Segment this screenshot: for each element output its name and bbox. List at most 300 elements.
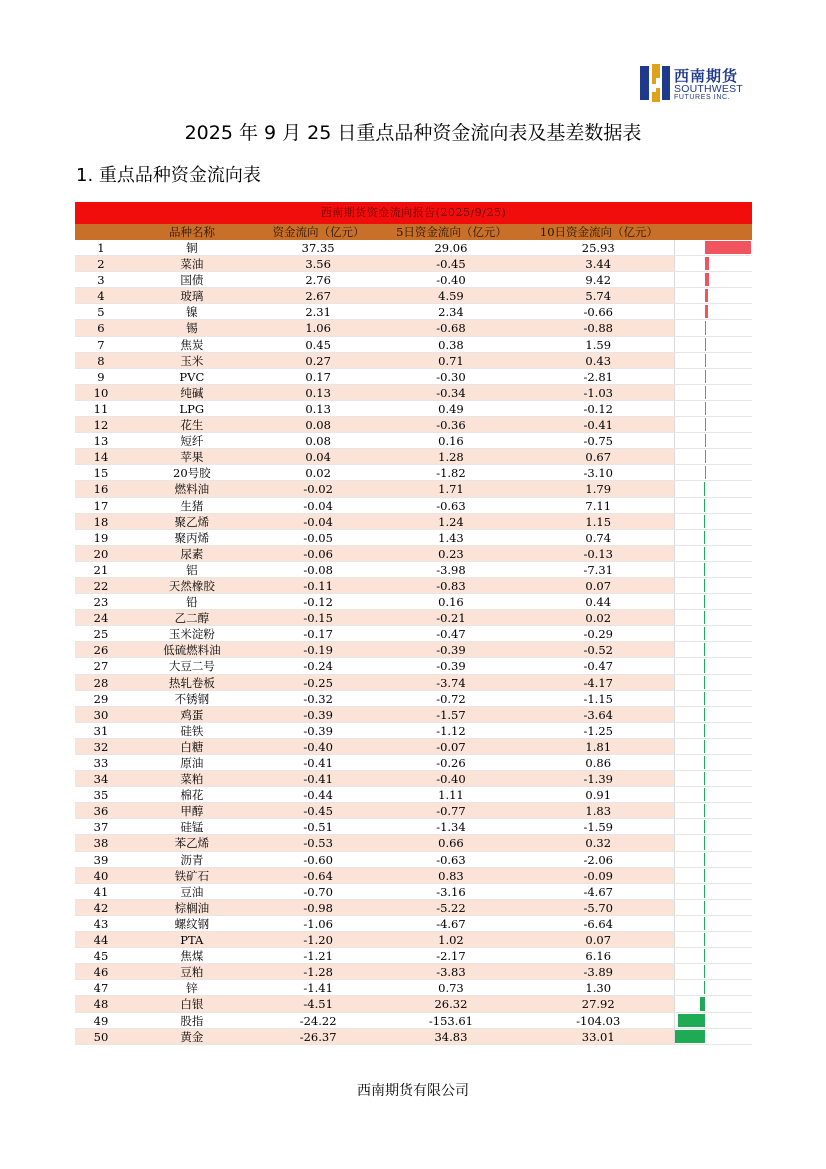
row-flow: -0.98 xyxy=(303,900,333,915)
row-flow: -0.24 xyxy=(303,659,333,674)
row-flow: -1.20 xyxy=(303,933,333,948)
row-flow-5d: -0.21 xyxy=(436,611,466,626)
inflow-bar xyxy=(705,466,706,479)
row-flow-10d: -4.17 xyxy=(583,675,613,690)
row-index: 8 xyxy=(97,353,105,368)
row-index: 34 xyxy=(93,772,109,787)
table-row xyxy=(75,449,752,465)
row-bar-cell xyxy=(674,353,752,368)
outflow-bar xyxy=(704,499,705,512)
row-index: 24 xyxy=(93,611,109,626)
outflow-bar xyxy=(704,756,705,769)
row-bar-cell xyxy=(674,739,752,754)
row-flow-10d: 7.11 xyxy=(585,498,612,513)
row-flow-5d: -0.83 xyxy=(436,578,466,593)
row-flow: -0.02 xyxy=(303,482,333,497)
row-flow-10d: 6.16 xyxy=(585,949,612,964)
logo-english-sub: FUTURES INC. xyxy=(674,94,731,101)
table-row xyxy=(75,594,752,610)
outflow-bar xyxy=(704,869,705,882)
row-flow-5d: -3.16 xyxy=(436,884,466,899)
row-flow-10d: -0.09 xyxy=(583,868,613,883)
row-index: 45 xyxy=(93,949,109,964)
table-row xyxy=(75,304,752,320)
row-name: 铁矿石 xyxy=(174,868,210,883)
outflow-bar xyxy=(704,933,705,946)
table-row xyxy=(75,932,752,948)
row-flow-10d: -0.75 xyxy=(583,434,613,449)
row-flow: -0.05 xyxy=(303,530,333,545)
row-name: 生猪 xyxy=(180,498,204,513)
row-name: 豆粕 xyxy=(180,965,204,980)
row-flow-10d: -2.06 xyxy=(583,852,613,867)
row-index: 47 xyxy=(93,981,109,996)
row-flow: -0.12 xyxy=(303,595,333,610)
row-flow-5d: -0.39 xyxy=(436,659,466,674)
inflow-bar xyxy=(705,273,708,286)
row-flow-5d: -0.68 xyxy=(436,321,466,336)
row-flow-10d: -0.41 xyxy=(583,418,613,433)
row-name: 焦煤 xyxy=(180,949,204,964)
row-index: 50 xyxy=(93,1029,109,1044)
row-index: 23 xyxy=(93,595,109,610)
table-row xyxy=(75,481,752,497)
row-flow-10d: 1.81 xyxy=(585,739,612,754)
row-flow-10d: -0.47 xyxy=(583,659,613,674)
outflow-bar xyxy=(704,547,705,560)
table-row xyxy=(75,353,752,369)
row-bar-cell xyxy=(674,900,752,915)
row-bar-cell xyxy=(674,498,752,513)
header-flow-5d: 5日资金流向（亿元） xyxy=(396,225,507,239)
table-row xyxy=(75,272,752,288)
row-flow: -0.08 xyxy=(303,562,333,577)
row-flow-10d: -1.39 xyxy=(583,772,613,787)
outflow-bar xyxy=(704,981,706,994)
row-flow-10d: -1.59 xyxy=(583,820,613,835)
row-name: 豆油 xyxy=(180,884,204,899)
row-flow: 0.04 xyxy=(305,450,331,465)
row-flow-10d: 0.32 xyxy=(585,836,612,851)
table-row xyxy=(75,385,752,401)
row-flow: -1.21 xyxy=(303,949,333,964)
row-index: 13 xyxy=(93,434,109,449)
table-row xyxy=(75,465,752,481)
table-row xyxy=(75,320,752,336)
row-name: 白糖 xyxy=(180,739,204,754)
row-flow: 1.06 xyxy=(305,321,331,336)
row-bar-cell xyxy=(674,546,752,561)
row-index: 29 xyxy=(93,691,109,706)
row-name: 玻璃 xyxy=(180,289,204,304)
row-flow: -0.15 xyxy=(303,611,333,626)
row-flow-10d: -1.15 xyxy=(583,691,613,706)
header-name: 品种名称 xyxy=(169,225,215,239)
inflow-bar xyxy=(705,257,709,270)
row-flow-5d: -0.47 xyxy=(436,627,466,642)
row-index: 35 xyxy=(93,788,109,803)
table-row xyxy=(75,498,752,514)
row-flow-10d: -0.88 xyxy=(583,321,613,336)
outflow-bar xyxy=(704,627,705,640)
row-flow: 37.35 xyxy=(301,241,335,255)
row-name: 镍 xyxy=(186,305,198,320)
row-flow-5d: 1.43 xyxy=(438,530,464,545)
row-name: 不锈钢 xyxy=(174,691,210,706)
row-name: 甲醇 xyxy=(180,804,204,819)
row-flow-5d: -0.26 xyxy=(436,756,466,770)
row-index: 37 xyxy=(93,820,109,835)
table-banner: 西南期货资金流向报告(2025/9/25) xyxy=(75,202,752,224)
row-index: 1 xyxy=(97,241,105,255)
row-flow-10d: 0.91 xyxy=(585,788,612,803)
row-index: 20 xyxy=(93,546,109,561)
row-bar-cell xyxy=(674,514,752,529)
row-flow-5d: 4.59 xyxy=(438,289,464,304)
row-flow-5d: 0.73 xyxy=(438,981,464,996)
row-name: 焦炭 xyxy=(180,337,204,352)
row-flow-10d: 25.93 xyxy=(581,241,615,255)
row-bar-cell xyxy=(674,755,752,770)
table-row xyxy=(75,256,752,272)
row-index: 33 xyxy=(93,756,109,770)
row-flow-10d: 0.44 xyxy=(585,595,612,610)
row-flow-10d: 0.86 xyxy=(585,756,612,770)
row-bar-cell xyxy=(674,884,752,899)
row-name: 天然橡胶 xyxy=(168,578,215,593)
outflow-bar xyxy=(704,595,705,608)
row-name: 股指 xyxy=(180,1013,204,1028)
inflow-bar xyxy=(705,241,751,254)
row-index: 19 xyxy=(93,530,109,545)
row-bar-cell xyxy=(674,819,752,834)
row-flow-5d: -0.07 xyxy=(436,739,466,754)
row-flow: 2.67 xyxy=(305,289,331,304)
row-bar-cell xyxy=(674,964,752,979)
inflow-bar xyxy=(705,402,706,415)
row-flow-10d: -5.70 xyxy=(583,900,613,915)
table-row xyxy=(75,948,752,964)
row-flow: 0.13 xyxy=(305,385,331,400)
row-flow: -0.44 xyxy=(303,788,333,803)
row-flow-10d: -3.10 xyxy=(583,466,613,481)
row-bar-cell xyxy=(674,996,752,1011)
row-flow: 0.17 xyxy=(305,369,331,384)
row-index: 39 xyxy=(93,852,109,867)
row-flow-5d: 29.06 xyxy=(434,241,468,255)
row-flow: 3.56 xyxy=(305,257,331,272)
outflow-bar xyxy=(704,515,705,528)
row-bar-cell xyxy=(674,240,752,255)
row-name: 苹果 xyxy=(180,450,204,465)
table-row xyxy=(75,691,752,707)
row-name: 燃料油 xyxy=(174,482,210,497)
row-index: 36 xyxy=(93,804,109,819)
row-flow-5d: 1.11 xyxy=(438,788,464,803)
table-row xyxy=(75,868,752,884)
row-bar-cell xyxy=(674,465,752,480)
row-bar-cell xyxy=(674,626,752,641)
row-flow-10d: 33.01 xyxy=(581,1029,615,1044)
row-name: 铅 xyxy=(186,595,198,610)
row-flow-5d: -1.57 xyxy=(436,707,466,722)
row-flow-5d: -1.12 xyxy=(436,723,466,738)
row-flow: -0.41 xyxy=(303,772,333,787)
row-bar-cell xyxy=(674,530,752,545)
table-row xyxy=(75,417,752,433)
row-name: LPG xyxy=(179,401,205,416)
row-flow: -0.70 xyxy=(303,884,333,899)
row-bar-cell xyxy=(674,417,752,432)
row-bar-cell xyxy=(674,787,752,802)
table-row xyxy=(75,787,752,803)
row-index: 7 xyxy=(97,337,105,352)
row-index: 28 xyxy=(93,675,109,690)
row-name: 锌 xyxy=(186,981,198,996)
header-bar xyxy=(675,224,752,240)
row-index: 3 xyxy=(97,273,105,288)
row-flow: -0.32 xyxy=(303,691,333,706)
row-flow-10d: -7.31 xyxy=(583,562,613,577)
row-flow-5d: -0.63 xyxy=(436,498,466,513)
row-flow-10d: 0.07 xyxy=(585,578,612,593)
outflow-bar xyxy=(704,836,705,849)
table-row xyxy=(75,964,752,980)
table-row xyxy=(75,916,752,932)
table-body xyxy=(75,240,752,1045)
row-name: 乙二醇 xyxy=(174,611,210,626)
row-flow: -0.51 xyxy=(303,820,333,835)
row-name: 锡 xyxy=(186,321,198,336)
row-flow: -0.40 xyxy=(303,739,333,754)
outflow-bar xyxy=(704,917,705,930)
row-flow-5d: 0.16 xyxy=(438,434,464,449)
row-index: 10 xyxy=(93,385,109,400)
row-flow-5d: -3.74 xyxy=(436,675,466,690)
footer-company: 西南期货有限公司 xyxy=(357,1083,469,1099)
table-row xyxy=(75,337,752,353)
row-bar-cell xyxy=(674,771,752,786)
row-name: 黄金 xyxy=(180,1029,204,1044)
row-flow: -0.25 xyxy=(303,675,333,690)
table-row xyxy=(75,707,752,723)
row-flow: -0.41 xyxy=(303,756,333,770)
inflow-bar xyxy=(705,418,706,431)
row-bar-cell xyxy=(674,433,752,448)
table-row xyxy=(75,739,752,755)
row-bar-cell xyxy=(674,835,752,850)
row-index: 11 xyxy=(93,401,109,416)
row-index: 40 xyxy=(93,868,109,883)
row-flow-10d: 0.02 xyxy=(585,611,612,626)
outflow-bar xyxy=(704,531,705,544)
row-name: 尿素 xyxy=(180,546,204,561)
row-index: 30 xyxy=(93,707,109,722)
inflow-bar xyxy=(705,370,706,383)
row-flow-5d: 2.34 xyxy=(438,305,464,320)
row-flow-10d: 0.67 xyxy=(585,450,612,465)
row-bar-cell xyxy=(674,256,752,271)
row-index: 31 xyxy=(93,723,109,738)
row-index: 49 xyxy=(93,1013,109,1028)
row-bar-cell xyxy=(674,948,752,963)
row-name: 大豆二号 xyxy=(168,659,215,674)
row-flow: -0.45 xyxy=(303,804,333,819)
logo-mark-icon xyxy=(640,62,670,104)
row-name: 苯乙烯 xyxy=(174,836,210,851)
row-flow-10d: 1.59 xyxy=(585,337,612,352)
row-name: 原油 xyxy=(180,756,204,770)
row-flow-10d: -1.03 xyxy=(583,385,613,400)
inflow-bar xyxy=(705,321,706,334)
row-flow-5d: 26.32 xyxy=(434,997,468,1012)
row-index: 12 xyxy=(93,418,109,433)
row-index: 22 xyxy=(93,578,109,593)
outflow-bar xyxy=(700,997,705,1010)
inflow-bar xyxy=(705,386,706,399)
row-flow-5d: -0.39 xyxy=(436,643,466,658)
row-flow: 0.08 xyxy=(305,434,331,449)
row-flow-5d: 34.83 xyxy=(434,1029,468,1044)
table-row xyxy=(75,852,752,868)
outflow-bar xyxy=(704,676,705,689)
row-name: 铜 xyxy=(186,241,198,255)
outflow-bar xyxy=(704,643,705,656)
outflow-bar xyxy=(704,692,705,705)
row-flow-10d: 27.92 xyxy=(581,997,615,1012)
header-flow: 资金流向（亿元） xyxy=(272,225,365,239)
table-row xyxy=(75,980,752,996)
row-bar-cell xyxy=(674,594,752,609)
row-index: 42 xyxy=(93,900,109,915)
row-index: 2 xyxy=(97,257,105,272)
row-flow: 0.08 xyxy=(305,418,331,433)
row-flow: -24.22 xyxy=(299,1013,337,1028)
logo-chinese-name: 西南期货 xyxy=(674,67,739,85)
row-flow-10d: -3.89 xyxy=(583,965,613,980)
row-bar-cell xyxy=(674,288,752,303)
table-row xyxy=(75,626,752,642)
row-index: 5 xyxy=(97,305,105,320)
inflow-bar xyxy=(705,450,706,463)
row-name: 棕榈油 xyxy=(174,900,210,915)
row-bar-cell xyxy=(674,610,752,625)
row-bar-cell xyxy=(674,642,752,657)
row-bar-cell xyxy=(674,803,752,818)
row-name: 聚丙烯 xyxy=(174,530,210,545)
row-index: 27 xyxy=(93,659,109,674)
row-name: 国债 xyxy=(180,273,204,288)
inflow-bar xyxy=(705,338,706,351)
row-name: 螺纹钢 xyxy=(174,916,210,931)
row-index: 41 xyxy=(93,884,109,899)
row-flow: -0.64 xyxy=(303,868,333,883)
table-header xyxy=(75,224,752,240)
row-flow-5d: -3.98 xyxy=(436,562,466,577)
row-bar-cell xyxy=(674,562,752,577)
row-bar-cell xyxy=(674,481,752,496)
row-flow-10d: 1.83 xyxy=(585,804,612,819)
row-name: 低硫燃料油 xyxy=(163,643,221,658)
row-flow-5d: 0.23 xyxy=(438,546,464,561)
row-flow-5d: 0.16 xyxy=(438,595,464,610)
table-row xyxy=(75,723,752,739)
outflow-bar xyxy=(704,708,705,721)
row-name: PVC xyxy=(179,369,205,384)
table-row xyxy=(75,835,752,851)
row-flow: 0.27 xyxy=(305,353,331,368)
row-flow-10d: -0.66 xyxy=(583,305,613,320)
row-flow-5d: -1.34 xyxy=(436,820,466,835)
row-flow-5d: -0.30 xyxy=(436,369,466,384)
row-flow-10d: -0.52 xyxy=(583,643,613,658)
row-name: 白银 xyxy=(180,997,204,1012)
row-bar-cell xyxy=(674,369,752,384)
row-flow-5d: -0.45 xyxy=(436,257,466,272)
row-flow: -0.19 xyxy=(303,643,333,658)
row-flow-10d: 0.43 xyxy=(585,353,612,368)
table-row xyxy=(75,240,752,256)
row-name: 纯碱 xyxy=(180,385,204,400)
table-row xyxy=(75,642,752,658)
row-index: 4 xyxy=(97,289,105,304)
row-bar-cell xyxy=(674,449,752,464)
row-index: 14 xyxy=(93,450,109,465)
table-row xyxy=(75,1029,752,1045)
row-flow-5d: -5.22 xyxy=(436,900,466,915)
table-row xyxy=(75,900,752,916)
outflow-bar xyxy=(704,949,705,962)
table-row xyxy=(75,819,752,835)
outflow-bar xyxy=(704,772,705,785)
row-index: 38 xyxy=(93,836,109,851)
row-bar-cell xyxy=(674,980,752,995)
row-flow-5d: 1.02 xyxy=(438,933,464,948)
row-flow-5d: 0.49 xyxy=(438,401,464,416)
row-flow-5d: 0.71 xyxy=(438,353,464,368)
row-index: 16 xyxy=(93,482,109,497)
inflow-bar xyxy=(705,289,708,302)
row-flow: 0.13 xyxy=(305,401,331,416)
row-flow-5d: 1.24 xyxy=(438,514,464,529)
inflow-bar xyxy=(705,434,706,447)
row-flow: -0.53 xyxy=(303,836,333,851)
row-flow-5d: -4.67 xyxy=(436,916,466,931)
row-name: 花生 xyxy=(180,418,204,433)
row-flow-5d: -0.40 xyxy=(436,273,466,288)
company-logo xyxy=(640,62,760,108)
row-index: 46 xyxy=(93,965,109,980)
row-name: 聚乙烯 xyxy=(174,514,210,529)
fund-flow-table xyxy=(75,202,752,1045)
table-row xyxy=(75,755,752,771)
row-name: 沥青 xyxy=(180,852,204,867)
row-bar-cell xyxy=(674,675,752,690)
row-flow-5d: -1.82 xyxy=(436,466,466,481)
outflow-bar xyxy=(704,788,705,801)
row-index: 25 xyxy=(93,627,109,642)
row-index: 9 xyxy=(97,369,105,384)
row-flow-10d: -0.12 xyxy=(583,401,613,416)
row-name: 鸡蛋 xyxy=(180,707,204,722)
table-row xyxy=(75,546,752,562)
row-flow: 2.76 xyxy=(305,273,331,288)
row-bar-cell xyxy=(674,868,752,883)
row-index: 48 xyxy=(93,997,109,1012)
table-row xyxy=(75,288,752,304)
row-flow-10d: -4.67 xyxy=(583,884,613,899)
row-flow-10d: 0.74 xyxy=(585,530,612,545)
